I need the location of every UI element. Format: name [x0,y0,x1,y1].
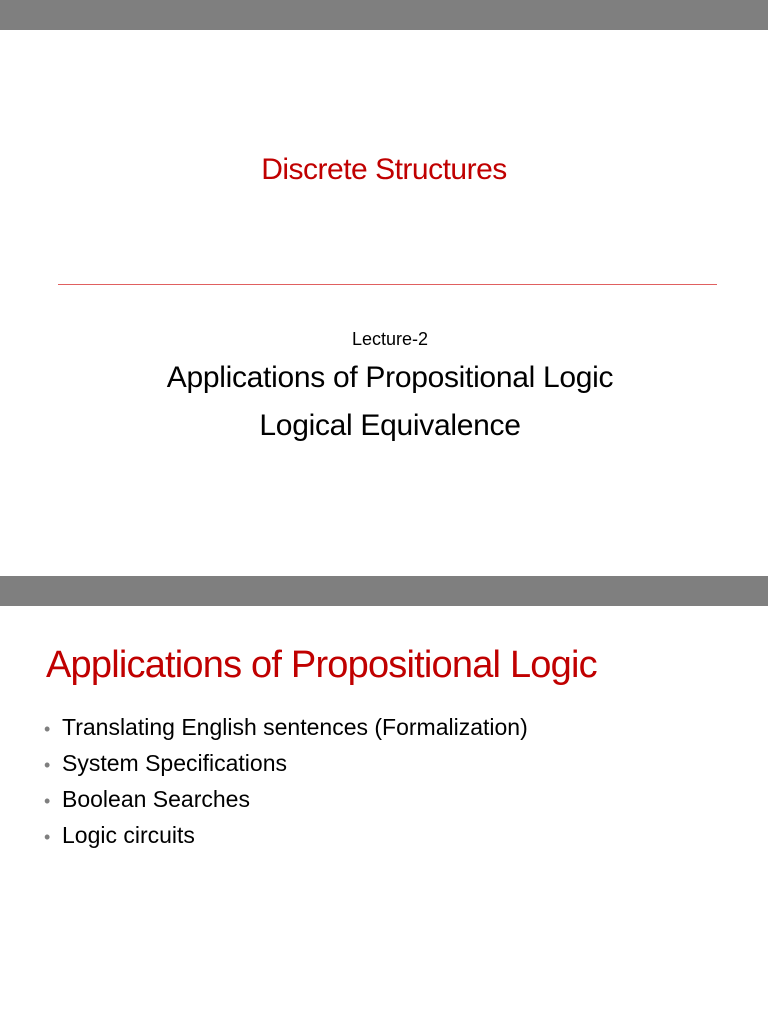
bullet-list [44,714,528,858]
list-item [44,714,528,750]
title-slide [0,30,768,576]
bullet-icon: • [44,719,51,739]
bullet-icon: • [44,791,51,811]
subtitle-line: Logical Equivalence [259,409,521,442]
list-item [44,750,528,786]
list-item [44,822,528,858]
top-separator-bar [0,0,768,30]
title-divider-line [58,284,717,285]
slide-heading: Applications of Propositional Logic [46,644,597,686]
list-item-text: Boolean Searches [62,786,250,812]
bullet-icon: • [44,755,51,775]
list-item-text: Logic circuits [62,822,195,848]
list-item-text: System Specifications [62,750,287,776]
bullet-icon: • [44,827,51,847]
content-slide [0,606,768,1024]
slide-separator-bar [0,576,768,606]
list-item [44,786,528,822]
list-item-text: Translating English sentences (Formalization) [62,714,528,740]
subtitle-line: Applications of Propositional Logic [166,361,614,394]
course-title: Discrete Structures [261,153,507,186]
lecture-label: Lecture-2 [351,329,429,349]
